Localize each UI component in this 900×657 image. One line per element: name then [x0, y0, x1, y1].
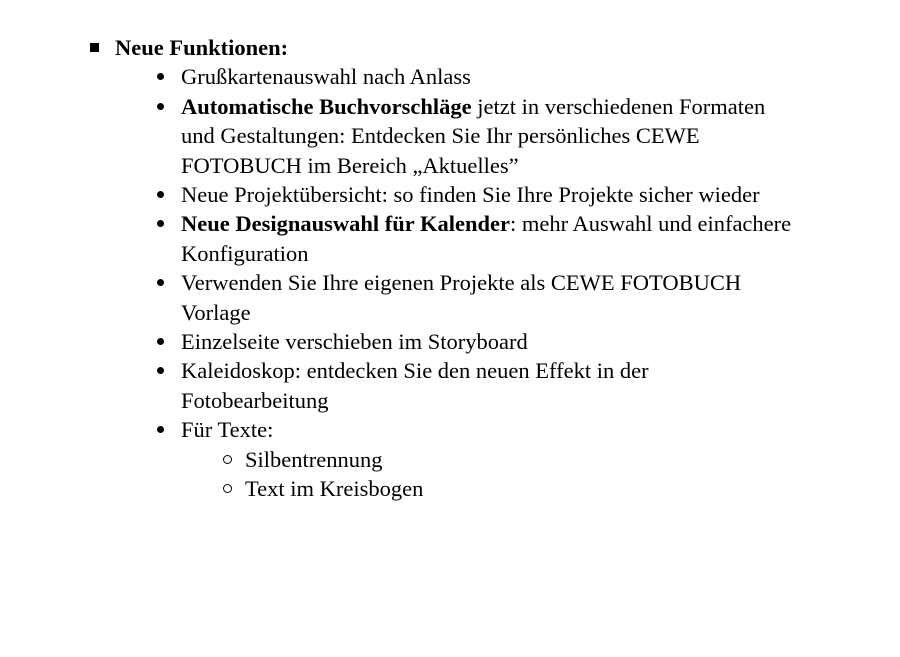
- disc-bullet-icon: [157, 220, 164, 227]
- disc-bullet-icon: [157, 73, 164, 80]
- circle-bullet-icon: [223, 455, 232, 464]
- list-item: [0, 268, 900, 327]
- disc-bullet-icon: [157, 338, 164, 345]
- disc-bullet-icon: [157, 426, 164, 433]
- square-bullet-icon: [90, 43, 99, 52]
- list-item-text: Für Texte:: [181, 417, 274, 443]
- list-item-text: Grußkartenauswahl nach Anlass: [181, 64, 471, 90]
- list-subitem: [0, 474, 900, 503]
- list-item-text: Neue Projektübersicht: so finden Sie Ihre Projekte sicher wieder: [181, 182, 760, 208]
- disc-bullet-icon: [157, 103, 164, 110]
- list-item-heading: [0, 33, 900, 62]
- list-item-bold-lead: Neue Designauswahl für Kalender: [181, 211, 510, 237]
- list-item: [0, 327, 900, 356]
- circle-bullet-icon: [223, 484, 232, 493]
- disc-bullet-icon: [157, 279, 164, 286]
- list-item-bold-lead: Automatische Buchvorschläge: [181, 93, 472, 119]
- list-item-text: Kaleidoskop: entdecken Sie den neuen Effekt in der Fotobearbeitung: [181, 358, 649, 413]
- list-item-text: Verwenden Sie Ihre eigenen Projekte als CEWE FOTOBUCH Vorlage: [181, 270, 742, 325]
- list-item: [0, 62, 900, 91]
- list-item: [0, 209, 900, 268]
- page-title: Neue Funktionen:: [115, 35, 289, 60]
- list-item: [0, 356, 900, 415]
- list-item: [0, 415, 900, 444]
- list-item-text: Automatische Buchvorschläge jetzt in verschiedenen Formaten und Gestaltungen: Entdecken Sie Ihr persönliches CEWE FOTOBUCH im Bereich „Aktuelles”: [181, 93, 766, 178]
- list-item: [0, 180, 900, 209]
- list-item-text: Silbentrennung: [245, 446, 383, 472]
- disc-bullet-icon: [157, 191, 164, 198]
- list-subitem: [0, 445, 900, 474]
- disc-bullet-icon: [157, 367, 164, 374]
- list-item: [0, 92, 900, 180]
- list-item-text: Neue Designauswahl für Kalender: mehr Auswahl und einfachere Konfiguration: [181, 211, 792, 266]
- list-item-text: Text im Kreisbogen: [245, 476, 424, 502]
- list-item-text: Einzelseite verschieben im Storyboard: [181, 329, 528, 355]
